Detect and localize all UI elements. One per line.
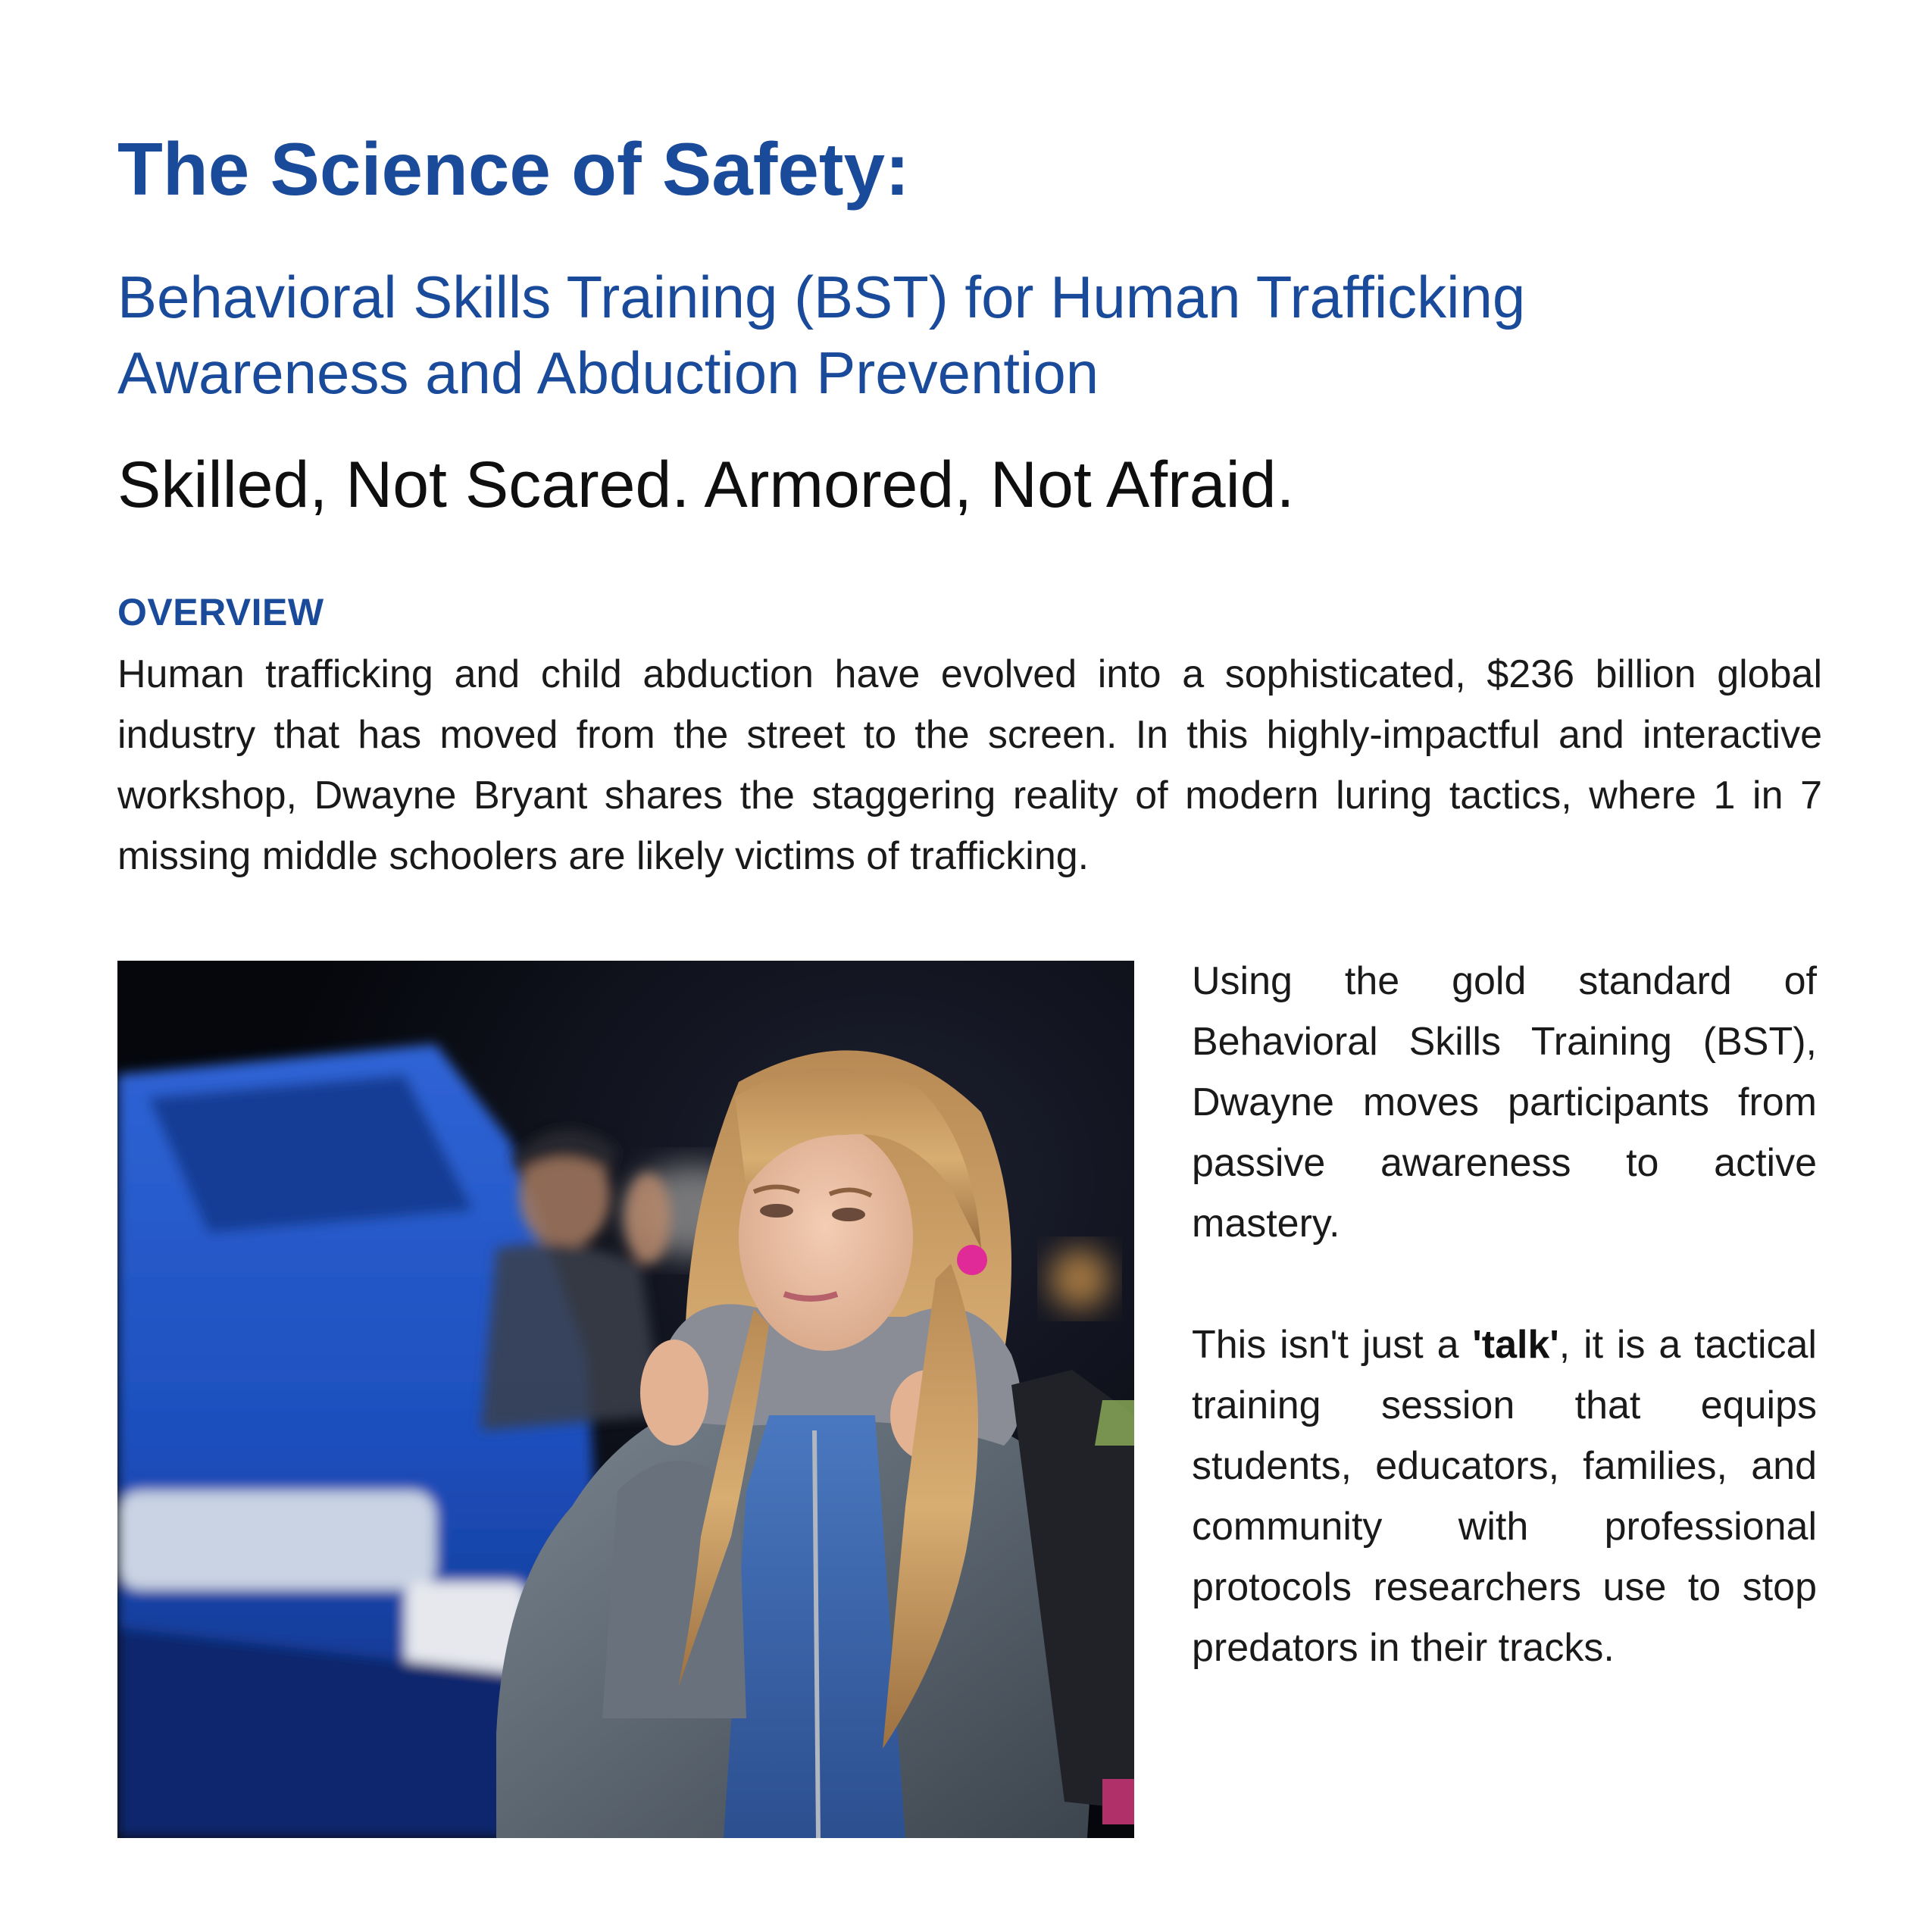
page-title: The Science of Safety: — [117, 127, 910, 211]
talk-emphasis: 'talk' — [1472, 1323, 1559, 1367]
overview-paragraph: Human trafficking and child abduction have evolved into a sophisticated, $236 billion global industry that has moved from the street to the screen. In this highly-impactful and interactive workshop, Dwayne Bryant shares the staggering reality of modern luring tactics, where 1 in 7 missing middle schoolers are likely victims of trafficking. — [117, 652, 1822, 878]
overview-label: OVERVIEW — [117, 591, 324, 633]
girl-with-backpack-photo — [117, 961, 1134, 1838]
talk-paragraph-lead: This isn't just a — [1192, 1323, 1473, 1367]
bst-paragraph: Using the gold standard of Behavioral Skills Training (BST), Dwayne moves participants from passive awareness to active mastery. — [1192, 959, 1817, 1246]
tagline: Skilled, Not Scared. Armored, Not Afraid. — [117, 449, 1295, 521]
talk-paragraph-rest: , it is a tactical training session that equips students, educators, families, and community with professional protocols researchers use to stop predators in their tracks. — [1192, 1323, 1817, 1670]
bst-description — [1192, 951, 1817, 1678]
talk-paragraph — [1192, 1315, 1817, 1678]
page-subtitle: Behavioral Skills Training (BST) for Human Trafficking Awareness and Abduction Prevention — [117, 264, 1526, 406]
